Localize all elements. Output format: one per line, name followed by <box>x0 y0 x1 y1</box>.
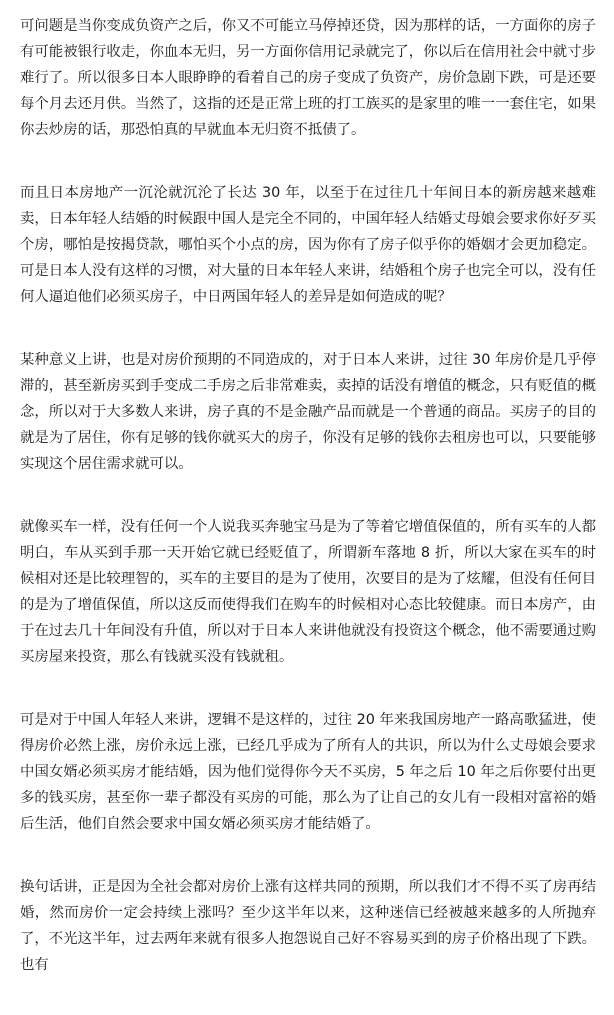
paragraph-4: 就像买车一样，没有任何一个人说我买奔驰宝马是为了等着它增值保值的，所有买车的人都明白，车从买到手那一天开始它就已经贬值了，所谓新车落地 8 折，所以大家在买车的时候相对还是比较理智的，买车的主要目的是为了使用，次要目的是为了炫耀，但没有任何目的是为了增值保值，所以这反而使得我们在购车的时候相对心态比较健康。而日本房产，由于在过去几十年间没有升值，所以对于日本人来讲他就没有投资这个概念，他不需要通过购买房屋来投资，那么有钱就买没有钱就租。 <box>20 519 596 665</box>
paragraph-2: 而且日本房地产一沉沦就沉沦了长达 30 年，以至于在过往几十年间日本的新房越来越难卖，日本年轻人结婚的时候跟中国人是完全不同的，中国年轻人结婚丈母娘会要求你好歹买个房，哪怕是按揭贷款，哪怕买个小点的房，因为你有了房子似乎你的婚姻才会更加稳定。可是日本人没有这样的习惯，对大量的日本年轻人来讲，结婚租个房子也完全可以，没有任何人逼迫他们必须买房子，中日两国年轻人的差异是如何造成的呢？ <box>20 185 596 305</box>
paragraph-6: 换句话讲，正是因为全社会都对房价上涨有这样共同的预期，所以我们才不得不买了房再结婚，然而房价一定会持续上涨吗？至少这半年以来，这种迷信已经被越来越多的人所抛弃了，不光这半年，过去两年来就有很多人抱怨说自己好不容易买到的房子价格出现了下跌。也有 <box>20 879 596 973</box>
article-body <box>20 0 596 1015</box>
paragraph-3: 某种意义上讲，也是对房价预期的不同造成的，对于日本人来讲，过往 30 年房价是几乎停滞的，甚至新房买到手变成二手房之后非常难卖，卖掉的话没有增值的概念，只有贬值的概念，所以对于大多数人来讲，房子真的不是金融产品而就是一个普通的商品。买房子的目的就是为了居住，你有足够的钱你就买大的房子，你没有足够的钱你去租房也可以，只要能够实现这个居住需求就可以。 <box>20 352 596 472</box>
paragraph-5: 可是对于中国人年轻人来讲，逻辑不是这样的，过往 20 年来我国房地产一路高歌猛进，使得房价必然上涨，房价永远上涨，已经几乎成为了所有人的共识，所以为什么丈母娘会要求中国女婿必须买房才能结婚，因为他们觉得你今天不买房，5 年之后 10 年之后你要付出更多的钱买房，甚至你一辈子都没有买房的可能，那么为了让自己的女儿有一段相对富裕的婚后生活，他们自然会要求中国女婿必须买房才能结婚了。 <box>20 712 596 832</box>
paragraph-1: 可问题是当你变成负资产之后，你又不可能立马停掉还贷，因为那样的话，一方面你的房子有可能被银行收走，你血本无归，另一方面你信用记录就完了，你以后在信用社会中就寸步难行了。所以很多日本人眼睁睁的看着自己的房子变成了负资产，房价急剧下跌，可是还要每个月去还月供。当然了，这指的还是正常上班的打工族买的是家里的唯一一套住宅，如果你去炒房的话，那恐怕真的早就血本无归资不抵债了。 <box>20 18 596 138</box>
